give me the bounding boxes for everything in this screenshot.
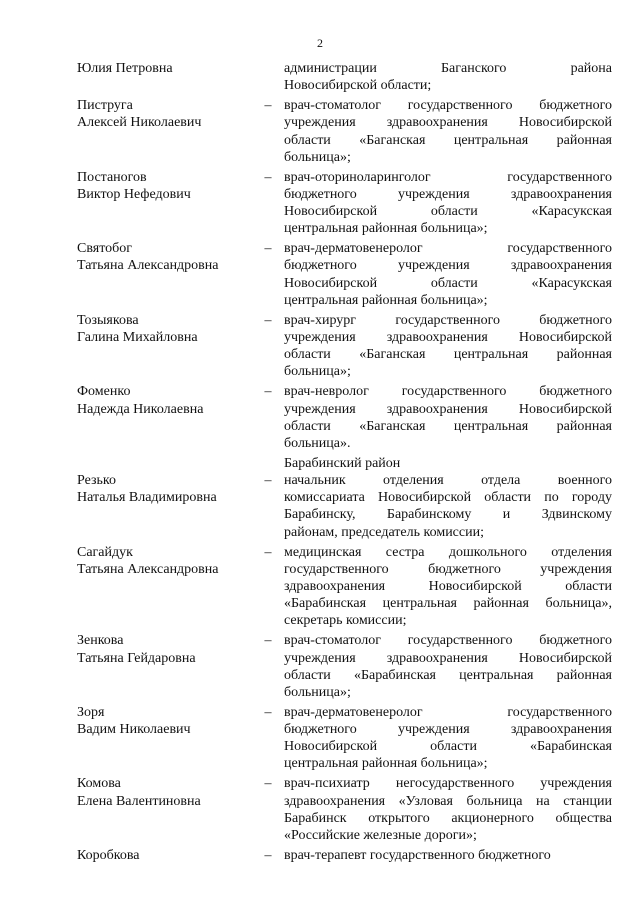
member-entry [0, 472, 640, 541]
member-position [284, 472, 612, 541]
position-line: врач-психиатр негосударственного учреждения [284, 776, 612, 792]
member-list-top [0, 60, 640, 455]
position-line: области «Баганская центральная районная [284, 132, 612, 148]
member-given-names: Татьяна Александровна [77, 561, 219, 577]
member-entry [0, 312, 640, 381]
position-line: Новосибирской области «Карасукская [284, 275, 612, 291]
entry-dash: – [264, 169, 272, 185]
member-given-names: Юлия Петровна [77, 61, 173, 76]
member-name [77, 312, 262, 346]
member-list-bottom [0, 472, 640, 867]
position-line: секретарь комиссии; [284, 613, 407, 629]
position-line: бюджетного учреждения здравоохранения [284, 186, 612, 202]
position-line: центральная районная больница»; [284, 756, 488, 772]
member-position [284, 312, 612, 381]
member-name [77, 472, 262, 506]
member-entry [0, 847, 640, 864]
position-line: врач-стоматолог государственного бюджетного [284, 633, 612, 649]
member-position [284, 169, 612, 238]
position-line: районам, председатель комиссии; [284, 524, 484, 540]
position-line: врач-стоматолог государственного бюджетного [284, 98, 612, 114]
member-position [284, 632, 612, 701]
position-line: больница»; [284, 364, 351, 380]
member-entry [0, 169, 640, 238]
member-position [284, 60, 612, 94]
member-name [77, 632, 262, 666]
member-name [77, 240, 262, 274]
position-line: больница»; [284, 684, 351, 700]
member-surname: Зоря [77, 704, 105, 720]
member-position [284, 544, 612, 630]
position-line: начальник отделения отдела военного [284, 473, 612, 489]
page-number: 2 [317, 36, 323, 50]
position-line: области «Баганская центральная районная [284, 347, 612, 363]
member-surname: Резько [77, 473, 116, 489]
position-line: врач-дерматовенеролог государственного [284, 241, 612, 257]
position-line: учреждения здравоохранения Новосибирской [284, 401, 612, 417]
position-line: Новосибирской области «Карасукская [284, 204, 612, 220]
entry-dash: – [264, 384, 272, 400]
position-line: больница»; [284, 149, 351, 165]
member-given-names: Галина Михайловна [77, 330, 198, 345]
member-surname: Зенкова [77, 633, 124, 649]
entry-dash: – [264, 241, 272, 257]
position-line: Барабинску, Барабинскому и Здвинскому [284, 507, 612, 523]
position-line: области «Барабинская центральная районная [284, 667, 612, 683]
entry-dash: – [264, 473, 272, 489]
position-line: Новосибирской области «Барабинская [284, 739, 612, 755]
position-line: здравоохранения Новосибирской области [284, 579, 612, 595]
member-given-names: Вадим Николаевич [77, 722, 191, 738]
member-name [77, 544, 262, 578]
member-given-names: Елена Валентиновна [77, 793, 201, 809]
position-line: «Барабинская центральная районная больница», [284, 596, 612, 612]
position-line: бюджетного учреждения здравоохранения [284, 258, 612, 274]
member-given-names [77, 864, 262, 881]
member-surname: Пиструга [77, 98, 133, 114]
member-entry [0, 704, 640, 773]
entry-dash: – [264, 704, 272, 720]
position-line: медицинская сестра дошкольного отделения [284, 544, 612, 560]
member-surname: Комова [77, 776, 121, 792]
position-line: государственного бюджетного учреждения [284, 561, 612, 577]
position-line: учреждения здравоохранения Новосибирской [284, 650, 612, 666]
member-position [284, 383, 612, 452]
entry-dash: – [264, 98, 272, 114]
member-entry [0, 60, 640, 94]
position-line: здравоохранения «Узловая больница на станции [284, 793, 612, 809]
member-entry [0, 97, 640, 166]
position-line: учреждения здравоохранения Новосибирской [284, 115, 612, 131]
member-name [77, 60, 262, 77]
entry-dash: – [264, 848, 272, 864]
member-position [284, 97, 612, 166]
entry-dash: – [264, 312, 272, 328]
position-line: Новосибирской области; [284, 78, 432, 94]
position-line: врач-невролог государственного бюджетного [284, 384, 612, 400]
position-line: врач-оториноларинголог государственного [284, 169, 612, 185]
position-line: больница». [284, 435, 351, 451]
entry-dash: – [264, 633, 272, 649]
member-position [284, 775, 612, 844]
member-surname: Тозыякова [77, 312, 139, 328]
member-given-names: Татьяна Гейдаровна [77, 650, 196, 666]
member-given-names: Алексей Николаевич [77, 115, 202, 131]
member-surname: Святобог [77, 241, 133, 257]
section-heading-district: Барабинский район [284, 455, 401, 471]
position-line: врач-терапевт государственного бюджетного [284, 848, 551, 864]
member-name [77, 704, 262, 738]
member-surname: Фоменко [77, 384, 131, 400]
commission-member-list [0, 60, 640, 867]
member-name [77, 847, 262, 881]
position-line: администрации Баганского района [284, 61, 612, 76]
member-given-names: Татьяна Александровна [77, 258, 219, 274]
member-name [77, 97, 262, 131]
position-line: области «Баганская центральная районная [284, 418, 612, 434]
member-name [77, 775, 262, 809]
member-position [284, 847, 612, 864]
member-entry [0, 632, 640, 701]
member-surname: Постаногов [77, 169, 147, 185]
position-line: Барабинск открытого акционерного общества [284, 810, 612, 826]
position-line: комиссариата Новосибирской области по городу [284, 490, 612, 506]
position-line: бюджетного учреждения здравоохранения [284, 722, 612, 738]
position-line: врач-хирург государственного бюджетного [284, 312, 612, 328]
position-line: «Российские железные дороги»; [284, 828, 477, 844]
member-entry [0, 544, 640, 630]
member-entry [0, 775, 640, 844]
entry-dash: – [264, 776, 272, 792]
member-given-names: Наталья Владимировна [77, 490, 217, 506]
member-name [77, 383, 262, 417]
member-position [284, 704, 612, 773]
member-position [284, 240, 612, 309]
member-entry [0, 383, 640, 452]
position-line: учреждения здравоохранения Новосибирской [284, 330, 612, 345]
member-surname: Сагайдук [77, 544, 133, 560]
member-surname: Коробкова [77, 848, 140, 864]
position-line: врач-дерматовенеролог государственного [284, 704, 612, 720]
member-entry [0, 240, 640, 309]
member-given-names: Виктор Нефедович [77, 186, 191, 202]
position-line: центральная районная больница»; [284, 221, 488, 237]
member-given-names: Надежда Николаевна [77, 401, 204, 417]
position-line: центральная районная больница»; [284, 292, 488, 308]
entry-dash: – [264, 544, 272, 560]
member-name [77, 169, 262, 203]
